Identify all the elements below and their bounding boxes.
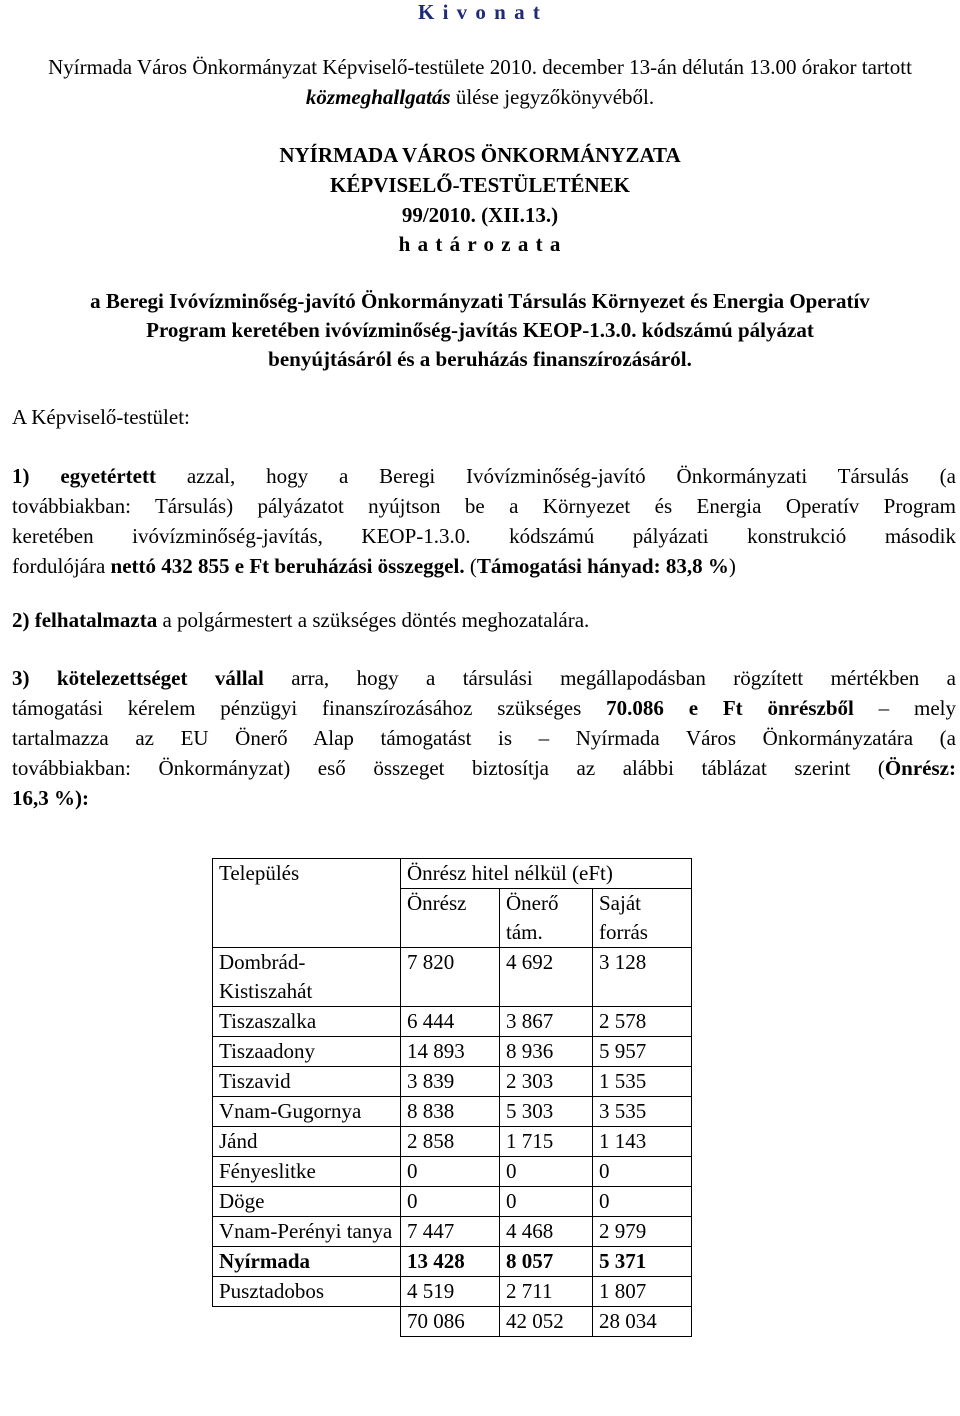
- p3-l4-a: továbbiakban: Önkormányzat) eső összeget biztosítja az alábbi táblázat szerint (: [12, 756, 885, 780]
- table-row: [213, 1277, 692, 1307]
- p1-line-2: továbbiakban: Társulás) pályázatot nyújtson be a Környezet és Energia Operatív Program: [12, 494, 956, 518]
- cell-onero: 4 692: [500, 948, 593, 1007]
- table-row: [213, 948, 692, 1007]
- total-onresz: 70 086: [401, 1307, 500, 1337]
- table-row: [213, 1097, 692, 1127]
- table-row: [213, 1037, 692, 1067]
- cell-sajat: 5 371: [593, 1247, 692, 1277]
- p3-line-5: [12, 783, 956, 813]
- subject-line-1: a Beregi Ivóvízminőség-javító Önkormányzati Társulás Környezet és Energia Operatív: [90, 289, 870, 313]
- p3-l5-bold: 16,3 %):: [12, 786, 89, 810]
- intro-emphasis: közmeghallgatás: [305, 85, 451, 109]
- p3-rest: arra, hogy a társulási megállapodásban rögzített mértékben a: [291, 666, 956, 690]
- cell-sajat: 2 979: [593, 1217, 692, 1247]
- cell-onresz: 8 838: [401, 1097, 500, 1127]
- body-label: A Képviselő-testület:: [12, 405, 190, 429]
- table-row-highlight: [213, 1247, 692, 1277]
- table-total-row: [213, 1307, 692, 1337]
- p3-line-3: tartalmazza az EU Önerő Alap támogatást is – Nyírmada Város Önkormányzatára (a: [12, 726, 956, 750]
- cell-onero: 8 057: [500, 1247, 593, 1277]
- heading-line-1: NYÍRMADA VÁROS ÖNKORMÁNYZATA: [279, 143, 681, 167]
- paragraph-2: [12, 605, 956, 635]
- cell-onero: 0: [500, 1187, 593, 1217]
- cell-name: Pusztadobos: [213, 1277, 401, 1307]
- p1-rest: azzal, hogy a Beregi Ivóvízminőség-javító Önkormányzati Társulás (a: [186, 464, 956, 488]
- p3-line-2: [12, 693, 956, 723]
- p1-l4-bold: nettó 432 855 e Ft beruházási összeggel.: [110, 554, 465, 578]
- heading-line-3: 99/2010. (XII.13.): [401, 203, 559, 227]
- cell-onero: 2 303: [500, 1067, 593, 1097]
- cell-onero: 8 936: [500, 1037, 593, 1067]
- heading-line-4: h a t á r o z a t a: [398, 232, 562, 256]
- p3-l2-b: – mely: [878, 696, 956, 720]
- cell-sajat: 1 535: [593, 1067, 692, 1097]
- total-sajat: 28 034: [593, 1307, 692, 1337]
- table-row: [213, 1157, 692, 1187]
- p1-l4-bold2: Támogatási hányad: 83,8 %: [476, 554, 729, 578]
- total-onero: 42 052: [500, 1307, 593, 1337]
- p3-l4-bold: Önrész:: [884, 756, 956, 780]
- cell-onero: 5 303: [500, 1097, 593, 1127]
- cell-name: Tiszaadony: [213, 1037, 401, 1067]
- paragraph-3: [12, 663, 956, 813]
- header-group: Önrész hitel nélkül (eFt): [401, 859, 692, 889]
- cell-sajat: 1 143: [593, 1127, 692, 1157]
- cell-sajat: 3 535: [593, 1097, 692, 1127]
- cell-onero: 2 711: [500, 1277, 593, 1307]
- cell-sajat: 0: [593, 1187, 692, 1217]
- table-row: [213, 1217, 692, 1247]
- p2-line-1: [12, 605, 956, 635]
- cell-onresz: 14 893: [401, 1037, 500, 1067]
- cell-onero: 1 715: [500, 1127, 593, 1157]
- cell-sajat: 1 807: [593, 1277, 692, 1307]
- intro-paragraph: [30, 52, 930, 112]
- p1-l4-a: fordulójára: [12, 554, 106, 578]
- table-header-row-1: [213, 859, 692, 889]
- cell-name: Tiszaszalka: [213, 1007, 401, 1037]
- cell-onresz: 0: [401, 1157, 500, 1187]
- p1-bold: 1) egyetértett: [12, 464, 156, 488]
- p3-bold: 3) kötelezettséget vállal: [12, 666, 264, 690]
- cell-onresz: 13 428: [401, 1247, 500, 1277]
- heading-line-2: KÉPVISELŐ-TESTÜLETÉNEK: [330, 173, 630, 197]
- total-empty: [213, 1307, 401, 1337]
- cell-onresz: 2 858: [401, 1127, 500, 1157]
- header-settlement: Település: [213, 859, 401, 889]
- paragraph-1: [12, 461, 956, 581]
- cell-sajat: 3 128: [593, 948, 692, 1007]
- p1-line-4: [12, 551, 956, 581]
- intro-text: Nyírmada Város Önkormányzat Képviselő-testülete 2010. december 13-án délután 13.00 órakor tartott: [48, 55, 912, 79]
- p2-bold: 2) felhatalmazta: [12, 608, 158, 632]
- table-row: [213, 1007, 692, 1037]
- cell-name: Tiszavid: [213, 1067, 401, 1097]
- p3-l2-a: támogatási kérelem pénzügyi finanszírozásához szükséges: [12, 696, 582, 720]
- subject-line-2: Program keretében ivóvízminőség-javítás KEOP-1.3.0. kódszámú pályázat: [146, 318, 814, 342]
- header-empty: [213, 889, 401, 948]
- p1-l4-c: ): [728, 554, 736, 578]
- cell-onresz: 7 447: [401, 1217, 500, 1247]
- p3-l2-bold: 70.086 e Ft önrészből: [606, 696, 854, 720]
- cell-name: Döge: [213, 1187, 401, 1217]
- cell-sajat: 0: [593, 1157, 692, 1187]
- cell-name: Dombrád-Kistiszahát: [213, 948, 401, 1007]
- header-sajat: Saját forrás: [593, 889, 692, 948]
- table-row: [213, 1127, 692, 1157]
- cell-name: Vnam-Perényi tanya: [213, 1217, 401, 1247]
- cell-sajat: 5 957: [593, 1037, 692, 1067]
- cell-sajat: 2 578: [593, 1007, 692, 1037]
- cell-onero: 0: [500, 1157, 593, 1187]
- p3-line-1: [12, 663, 956, 693]
- p3-line-4: [12, 753, 956, 783]
- cell-onresz: 4 519: [401, 1277, 500, 1307]
- cell-name: Fényeslitke: [213, 1157, 401, 1187]
- p1-l4-b: (: [469, 554, 477, 578]
- cell-onresz: 0: [401, 1187, 500, 1217]
- kivonat-title: K i v o n a t: [418, 0, 542, 24]
- cell-onresz: 7 820: [401, 948, 500, 1007]
- p1-line-1: [12, 461, 956, 491]
- cell-onresz: 6 444: [401, 1007, 500, 1037]
- p2-rest: a polgármestert a szükséges döntés meghozatalára.: [162, 608, 590, 632]
- header-onresz: Önrész: [401, 889, 500, 948]
- cell-onero: 4 468: [500, 1217, 593, 1247]
- table-row: [213, 1067, 692, 1097]
- cell-onero: 3 867: [500, 1007, 593, 1037]
- intro-end: ülése jegyzőkönyvéből.: [455, 85, 655, 109]
- cell-name: Vnam-Gugornya: [213, 1097, 401, 1127]
- table-row: [213, 1187, 692, 1217]
- cell-onresz: 3 839: [401, 1067, 500, 1097]
- cell-name: Nyírmada: [213, 1247, 401, 1277]
- header-onero: Önerő tám.: [500, 889, 593, 948]
- table-header-row-2: [213, 889, 692, 948]
- p1-line-3: keretében ivóvízminőség-javítás, KEOP-1.3.0. kódszámú pályázati konstrukció második: [12, 524, 956, 548]
- cell-name: Jánd: [213, 1127, 401, 1157]
- contribution-table: [212, 858, 692, 1337]
- subject-line-3: benyújtásáról és a beruházás finanszírozásáról.: [268, 347, 692, 371]
